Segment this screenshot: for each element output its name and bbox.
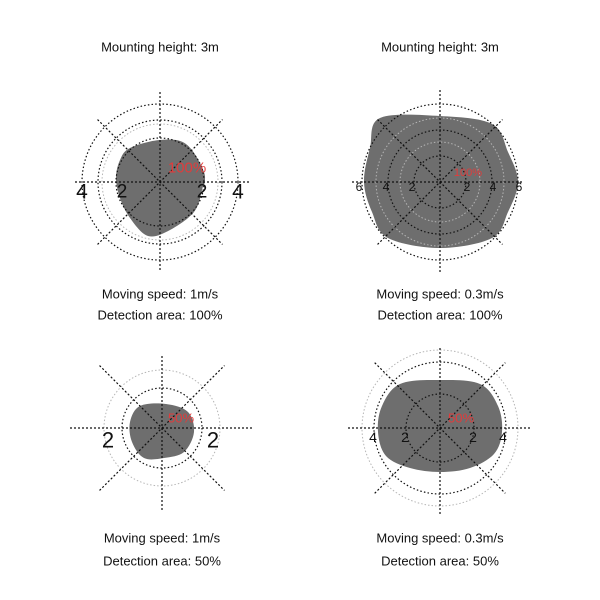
range-label: 4 xyxy=(76,180,88,204)
range-label: 2 xyxy=(408,180,416,194)
range-label: 4 xyxy=(232,180,244,204)
range-label: 2 xyxy=(463,180,471,194)
range-label: 4 xyxy=(369,429,377,445)
range-label: 2 xyxy=(116,181,128,203)
panel-bottom-left xyxy=(70,356,254,569)
detection-percent-label: 100% xyxy=(167,159,207,177)
range-label: 2 xyxy=(206,427,220,453)
panel-top-right xyxy=(352,40,523,323)
range-label: 2 xyxy=(469,429,477,445)
detection-percent-label: 50% xyxy=(447,410,475,426)
panel-top-left xyxy=(75,40,250,323)
moving-speed-label: Moving speed: 0.3m/s xyxy=(376,530,504,546)
range-label: 4 xyxy=(382,180,390,194)
mounting-height-label: Mounting height: 3m xyxy=(381,39,499,55)
range-label: 4 xyxy=(489,180,497,194)
range-label: 4 xyxy=(499,429,507,445)
mounting-height-label: Mounting height: 3m xyxy=(101,39,219,55)
moving-speed-label: Moving speed: 1m/s xyxy=(101,286,219,302)
range-label: 6 xyxy=(515,180,523,194)
moving-speed-label: Moving speed: 0.3m/s xyxy=(376,286,504,302)
detection-area-label: Detection area: 100% xyxy=(377,307,503,323)
range-label: 2 xyxy=(101,427,115,453)
detection-area-label: Detection area: 50% xyxy=(381,553,499,569)
panel-bottom-right xyxy=(348,348,532,569)
range-label: 2 xyxy=(196,181,208,203)
detection-percent-label: 100% xyxy=(453,167,483,179)
detection-area-label: Detection area: 100% xyxy=(97,307,223,323)
detection-percent-label: 50% xyxy=(167,410,195,426)
detection-area-label: Detection area: 50% xyxy=(103,553,221,569)
range-label: 6 xyxy=(355,180,363,194)
moving-speed-label: Moving speed: 1m/s xyxy=(103,530,221,546)
range-label: 2 xyxy=(401,429,409,445)
